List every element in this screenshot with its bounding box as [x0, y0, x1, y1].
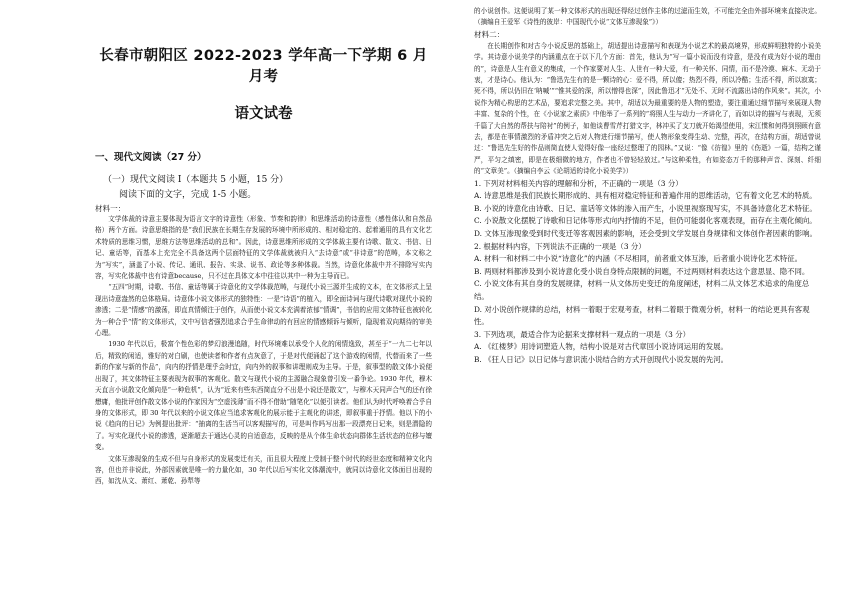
- section-heading: 一、现代文阅读（27 分）: [95, 152, 207, 163]
- material-1-paragraph: 文学体裁的诗意主要体现为语言文字的诗意性（形象、节奏和韵律）和思维活动的诗意性（感性体认和自然品格）两个方面。诗意思维指的是“我们民族在长期生存发展的环境中所形成的、相对稳定的、起着通用的具有文化艺术特质的思维习惯，思维方法等思维活动的总和”。因此，诗意思维所形成的文学体裁主要有诗歌、散文、书信、日记、童话等，而基本上充完全不具备这两个层面特征的文学体裁就被归入“去诗意”或“非诗意”的范畴，本文称之为“写实”，涵盖了小说、传记、通讯、报告、实录、说书、政论等多种体裁。当然，诗意化体裁中并不排除写实内容，写实化体裁中也有诗意because，只不过在具体文本中往往以其中一种为主导而已。: [95, 215, 432, 281]
- option-a: A. 材料一和材料二中小说“诗意化”的内涵（不尽相同，前者重文体互渗，后者重小说诗化艺术特征。: [474, 254, 803, 264]
- option-b: B. 小说的诗意化由诗歌、日记、童话等文体的渗入而产生，小说里视察现写实，不具备诗意化艺术特征。: [474, 203, 817, 213]
- material-1-continuation: 的小说创作。这便说明了某一种文体形式的出现还得经过创作主体的过滤而生效，不可能完全由外部环境来直接决定。（摘编自王爱军《诗性的彼岸：中国现代小说“文体互渗现象”》）: [474, 7, 821, 27]
- material-1-paragraph: 文体互渗现象的生成不但与自身形式的发展变迁有关，而且很大程度上受制于整个时代的经世态度和精神文化内容，但也并非说此，外部因素就是唯一的力量化如，30 年代以后写实化文体潮流中，就同以诗意化文体面目出现的西，如沈从文、萧红、萧乾、孙犁等: [95, 454, 432, 486]
- option-b: B. 两则材料都涉及到小说诗意化受小说自身特点限制的问题，不过两则材料表达这个意思显、隐不同。: [474, 266, 810, 276]
- instruction: 阅读下面的文字，完成 1-5 小题。: [119, 190, 257, 200]
- option-a: A. 诗意思维是我们民族长期形成的、具有相对稳定特征和普遍作用的思维活动，它有着文化艺术的特质。: [474, 191, 817, 201]
- material-1-paragraph: 1930 年代以后，极富个性色彩的梦幻浪漫追随，时代环境难以承受个人化的闲情逸致，甚至于“一九二七年以后，精致的闲适，雅好的对白刷，也使读者和作者有点灰意了，于是对代便涌起了这个游戏的闲情，代替而来了一些新的作家与新的作品”，向内的抒情是理乎会时宜，向内外的叙事和讲理则成为主导。于是，叙事型的散文体小说便出现了，其文体特征主要表现为叙事的客观化。散文与现代小说的主源融合现象曾引发一番争论。1930 年代，穆木天直言小说散文化倾向是“一种危机”，认为“近来有些东西简直分不出是小说还是散文”，与穆木天同声合气的还有徐懋庸，他批评创作散文体小说的作家因为“空虚浅薄”而不得不借助“随笔化”以便引读者。他们认为时代呼唤着合乎自身的文体形式，即 30 年代以来的小说文体应当追求客观化的展示能于主观化的讲述，即叙事重于抒情。他以下的小说《趋向的日记》为例提出批评：“抽离的生活当可以客观描写的，可是叫作吗写出那一段漂亮日记来，则是潜隐的了。写实化现代小说的渗透，逐渐超去于通达心灵的自适意态，反映的是从个体生命状态向群体生活状态的位移与嬗变。: [95, 340, 432, 452]
- material-2-paragraph: 在长期创作和对古今小说反思的基础上，胡适提出诗意描写和表现为小说艺术的最高境界，形成鲜明独特的小说美学。其诗意小说美学的内涵重点在于以下几个方面：首先，他认为“写一篇小说而没有诗意，是没有成为好小说的理由的”，诗意是人生有意义的集成，一个作家要对人生、人世有一种大爱，有一种关怀、同情，而不是冷漠、麻木、无动于衷，才是诗心。他认为：“鲁迅先生有的是一颗诗的心：爱不得，所以傻；热烈不得，所以冷酷；生活不得，所以寂寞；死不得，所以仍旧在‘呐喊’”“惟其爱的深，所以憎得也深”，因此鲁迅才“无处不、无时不流露出诗的作风来”。其次，小说作为精心构思的艺术品，要追求完整之美。其中，胡适以为最重要的是人物的塑造，要注重通过细节描写来展现人物丰富、复杂的个性，在《小说家之素质》中他举了一系列的“将照人生与动力一齐讲化了，而如以诗的描写与表现，无须千篇了大自然的帮扶与陪衬”的例子，如他谈曹雪芹打猎文字，林冲买了支刀就开始渴望使用，宋江惯和何得到照顾有意去，都是在事情激烈的矛盾冲突之后对人物进行细节描写，使人物形象变得生动、完整，再次，在结构方面，胡适曾说过：“鲁迅先生好的作品则简直使人觉得好像一座经过整理了的园林。”又说：“像《彷徨》里的《伤逝》一篇，结构之谨严，平匀之缜密，即是在极细微的地方，作者也不曾轻轻放过。”与这种柔性，有如姿态万千的那种声音、深刻、纤细的“文章美”。（摘编自李云《论胡适的诗化小说美学》）: [474, 41, 821, 176]
- question-stem: 3. 下列选项，最适合作为论据来支撑材料一观点的一项是（3 分）: [474, 329, 691, 339]
- question-stem: 2. 根据材料内容，下列说法不正确的一项是（3 分）: [474, 241, 646, 251]
- option-d: D. 对小说创作规律的总结，材料一着眼于宏观考查，材料二着眼于微观分析，材料一的结论更具有客观性。: [474, 304, 810, 327]
- option-c: C. 小说文体有其自身的发展规律，材料一从文体历史变迁的角度阐述，材料二从文体艺术追求的角度总结。: [474, 279, 810, 302]
- question-stem: 1. 下列对材料相关内容的理解和分析，不正确的一项是（3 分）: [474, 178, 683, 188]
- option-a: A. 《红楼梦》用诗词塑造人物，结构小说是对古代章回小说诗词运用的发展。: [474, 342, 728, 352]
- exam-subtitle: 语文试卷: [234, 106, 293, 122]
- question-2: [474, 241, 821, 329]
- sub-heading: （一）现代文阅读 I（本题共 5 小题，15 分）: [103, 175, 289, 185]
- right-column: [474, 0, 821, 607]
- left-column: [95, 0, 432, 607]
- exam-title: 长春市朝阳区 2022-2023 学年高一下学期 6 月月考: [99, 48, 428, 85]
- material-1-paragraph: “五四”时期，诗歌、书信、童话等属于诗意化的文学体裁范畴，与现代小说三源并生成的文本，在文体形式上呈现出诗意盎然的总体格局。诗意体小说文体形式的独特性：一是“诗语”的植入，即全面诗词与现代诗歌对现代小说的渗透；二是“情感”的激荡，即直真情倾注于创作，从而使小说文本充满着浓郁“情调”，书信的应用文体特征也被转化为一种合乎“情”的文体形式，文中写信者强烈追求合乎生命律动的有回应的情感倾诉与倾听，隐现着双向期待的审美心理。: [95, 283, 432, 338]
- option-c: C. 小说散文化摆脱了诗歌和日记体等形式向内抒情的不足，但仍可能弱化客观表现，而存在主观化倾向。: [474, 216, 817, 226]
- option-d: D. 文体互渗现象受到时代变迁等客观因素的影响，还会受到文学发展自身规律和文体创作者因素的影响。: [474, 229, 817, 239]
- option-b: B. 《狂人日记》以日记体与意识流小说结合的方式开创现代小说发展的先河。: [474, 355, 729, 364]
- question-3: [474, 329, 821, 367]
- question-1: [474, 178, 821, 241]
- material-1-label: 材料一：: [95, 204, 126, 213]
- material-2-label: 材料二：: [474, 29, 505, 39]
